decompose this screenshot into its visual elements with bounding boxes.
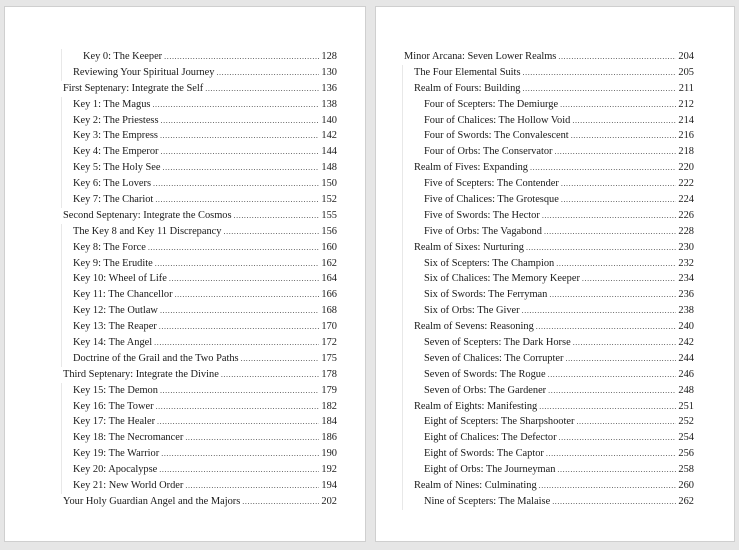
toc-page-number: 211 xyxy=(678,82,694,94)
toc-entry-title: Realm of Sixes: Nurturing xyxy=(414,241,524,253)
toc-page-number: 205 xyxy=(678,66,694,78)
document-page-left xyxy=(4,6,366,542)
toc-dot-leader xyxy=(544,224,676,240)
toc-entry[interactable] xyxy=(402,97,694,113)
toc-page-number: 182 xyxy=(321,400,337,412)
toc-dot-leader xyxy=(148,240,319,256)
toc-entry[interactable] xyxy=(61,399,337,415)
toc-page-number: 168 xyxy=(321,305,337,317)
table-of-contents xyxy=(402,49,694,510)
toc-page-number: 252 xyxy=(678,416,694,428)
toc-entry[interactable] xyxy=(61,49,337,65)
toc-entry-title: Key 9: The Erudite xyxy=(73,257,153,269)
toc-page-number: 142 xyxy=(321,130,337,142)
toc-entry-title: Realm of Fives: Expanding xyxy=(414,162,528,174)
toc-entry-title: Seven of Swords: The Rogue xyxy=(424,368,546,380)
toc-page-number: 162 xyxy=(321,257,337,269)
toc-dot-leader xyxy=(526,240,676,256)
toc-dot-leader xyxy=(573,335,676,351)
toc-entry-title: Key 1: The Magus xyxy=(73,98,151,110)
toc-entry-title: Key 21: New World Order xyxy=(73,480,184,492)
toc-entry-title: Nine of Scepters: The Malaise xyxy=(424,495,551,507)
toc-page-number: 256 xyxy=(678,448,694,460)
toc-page-number: 172 xyxy=(321,337,337,349)
toc-entry-title: Six of Chalices: The Memory Keeper xyxy=(424,273,580,285)
toc-page-number: 148 xyxy=(321,162,337,174)
toc-entry-title: Eight of Orbs: The Journeyman xyxy=(424,464,556,476)
toc-dot-leader xyxy=(560,97,676,113)
toc-entry[interactable] xyxy=(402,113,694,129)
toc-entry-title: Second Septenary: Integrate the Cosmos xyxy=(63,209,232,221)
toc-entry-title: Key 17: The Healer xyxy=(73,416,156,428)
toc-entry-title: Key 0: The Keeper xyxy=(83,51,163,62)
toc-entry[interactable] xyxy=(402,144,694,160)
toc-entry-title: Key 3: The Empress xyxy=(73,130,158,142)
toc-page-number: 238 xyxy=(678,305,694,317)
toc-dot-leader xyxy=(157,414,319,430)
toc-page-number: 248 xyxy=(678,384,694,396)
toc-entry[interactable] xyxy=(61,383,337,399)
toc-entry[interactable] xyxy=(402,240,694,256)
toc-entry[interactable] xyxy=(402,446,694,462)
toc-page-number: 144 xyxy=(321,146,337,158)
toc-entry[interactable] xyxy=(61,335,337,351)
toc-entry[interactable] xyxy=(61,430,337,446)
toc-entry[interactable] xyxy=(61,319,337,335)
toc-page-number: 258 xyxy=(678,464,694,476)
toc-entry[interactable] xyxy=(402,383,694,399)
toc-entry-title: The Key 8 and Key 11 Discrepancy xyxy=(73,225,222,237)
toc-page-number: 156 xyxy=(321,225,337,237)
toc-dot-leader xyxy=(539,478,676,494)
toc-entry[interactable] xyxy=(61,240,337,256)
toc-entry-title: Seven of Chalices: The Corrupter xyxy=(424,352,564,364)
toc-entry[interactable] xyxy=(61,351,337,367)
toc-page-number: 216 xyxy=(678,130,694,142)
toc-dot-leader xyxy=(161,113,319,129)
toc-dot-leader xyxy=(548,383,676,399)
toc-entry-title: Seven of Orbs: The Gardener xyxy=(424,384,547,396)
toc-page-number: 242 xyxy=(678,337,694,349)
toc-entry[interactable] xyxy=(402,494,694,510)
toc-entry[interactable] xyxy=(61,113,337,129)
toc-entry[interactable] xyxy=(402,319,694,335)
toc-entry[interactable] xyxy=(402,462,694,478)
toc-entry[interactable] xyxy=(61,462,337,478)
toc-dot-leader xyxy=(155,192,319,208)
toc-entry-title: Four of Swords: The Convalescent xyxy=(424,130,569,142)
toc-dot-leader xyxy=(241,351,319,367)
toc-entry-title: Key 20: Apocalypse xyxy=(73,464,158,476)
toc-entry-title: Key 15: The Demon xyxy=(73,384,158,396)
toc-dot-leader xyxy=(164,49,319,65)
toc-dot-leader xyxy=(536,319,676,335)
toc-dot-leader xyxy=(523,81,676,97)
toc-entry[interactable] xyxy=(402,176,694,192)
toc-entry[interactable] xyxy=(402,49,694,65)
toc-entry[interactable] xyxy=(61,192,337,208)
toc-page-number: 224 xyxy=(678,194,694,206)
toc-entry[interactable] xyxy=(61,446,337,462)
toc-entry[interactable] xyxy=(402,430,694,446)
toc-page-number: 222 xyxy=(678,178,694,190)
toc-entry-title: Four of Chalices: The Hollow Void xyxy=(424,114,571,126)
toc-entry-title: Six of Scepters: The Champion xyxy=(424,257,555,269)
toc-dot-leader xyxy=(548,367,676,383)
toc-dot-leader xyxy=(555,144,676,160)
toc-entry-title: Five of Swords: The Hector xyxy=(424,209,540,221)
toc-dot-leader xyxy=(163,160,319,176)
toc-page-number: 218 xyxy=(678,146,694,158)
toc-dot-leader xyxy=(530,160,676,176)
toc-page-number: 228 xyxy=(678,225,694,237)
toc-entry[interactable] xyxy=(402,160,694,176)
toc-entry-title: Key 19: The Warrior xyxy=(73,448,160,460)
toc-entry[interactable] xyxy=(61,97,337,113)
toc-entry[interactable] xyxy=(61,208,337,224)
toc-page-number: 230 xyxy=(678,241,694,253)
toc-entry[interactable] xyxy=(402,287,694,303)
toc-dot-leader xyxy=(539,399,676,415)
toc-entry[interactable] xyxy=(61,144,337,160)
toc-entry-title: Realm of Sevens: Reasoning xyxy=(414,321,534,333)
toc-entry[interactable] xyxy=(402,414,694,430)
toc-entry-title: Reviewing Your Spiritual Journey xyxy=(73,66,215,78)
toc-entry[interactable] xyxy=(402,351,694,367)
toc-entry[interactable] xyxy=(61,367,337,383)
toc-entry[interactable] xyxy=(402,208,694,224)
toc-dot-leader xyxy=(161,446,319,462)
toc-dot-leader xyxy=(216,65,319,81)
toc-entry-title: Key 8: The Force xyxy=(73,241,146,253)
toc-page-number: 212 xyxy=(678,98,694,110)
toc-dot-leader xyxy=(205,81,319,97)
toc-dot-leader xyxy=(160,383,319,399)
toc-dot-leader xyxy=(224,224,320,240)
toc-dot-leader xyxy=(154,335,319,351)
toc-entry-title: Key 10: Wheel of Life xyxy=(73,273,167,285)
toc-dot-leader xyxy=(552,494,676,510)
toc-page-number: 140 xyxy=(321,114,337,126)
toc-entry-title: Six of Swords: The Ferryman xyxy=(424,289,548,301)
toc-entry-title: Four of Orbs: The Conservator xyxy=(424,146,553,158)
toc-entry[interactable] xyxy=(61,414,337,430)
toc-entry[interactable] xyxy=(402,192,694,208)
toc-entry-title: Key 7: The Chariot xyxy=(73,194,154,206)
toc-page-number: 150 xyxy=(321,178,337,190)
toc-page-number: 166 xyxy=(321,289,337,301)
toc-dot-leader xyxy=(155,256,319,272)
toc-entry[interactable] xyxy=(402,271,694,287)
toc-dot-leader xyxy=(185,430,319,446)
toc-dot-leader xyxy=(549,287,676,303)
toc-page-number: 246 xyxy=(678,368,694,380)
toc-entry[interactable] xyxy=(402,128,694,144)
toc-dot-leader xyxy=(185,478,319,494)
toc-entry[interactable] xyxy=(61,176,337,192)
toc-page-number: 152 xyxy=(321,194,337,206)
toc-entry[interactable] xyxy=(61,65,337,81)
toc-entry[interactable] xyxy=(61,128,337,144)
toc-page-number: 194 xyxy=(321,480,337,492)
toc-entry-title: Key 18: The Necromancer xyxy=(73,432,184,444)
toc-entry[interactable] xyxy=(402,224,694,240)
toc-dot-leader xyxy=(559,430,676,446)
toc-dot-leader xyxy=(153,176,319,192)
toc-page-number: 138 xyxy=(321,98,337,110)
toc-entry-title: Key 16: The Tower xyxy=(73,400,154,412)
toc-entry[interactable] xyxy=(402,256,694,272)
toc-entry-title: Eight of Scepters: The Sharpshooter xyxy=(424,416,575,428)
toc-dot-leader xyxy=(576,414,676,430)
toc-page-number: 130 xyxy=(321,66,337,78)
toc-entry-title: Realm of Nines: Culminating xyxy=(414,480,537,492)
toc-entry-title: First Septenary: Integrate the Self xyxy=(63,82,204,94)
toc-page-number: 254 xyxy=(678,432,694,444)
toc-dot-leader xyxy=(561,176,676,192)
toc-entry-title: Minor Arcana: Seven Lower Realms xyxy=(404,51,557,62)
toc-dot-leader xyxy=(161,144,319,160)
toc-dot-leader xyxy=(242,494,319,510)
toc-dot-leader xyxy=(565,351,676,367)
table-of-contents xyxy=(61,49,337,510)
toc-entry[interactable] xyxy=(61,160,337,176)
toc-dot-leader xyxy=(156,399,319,415)
toc-dot-leader xyxy=(159,319,319,335)
toc-entry[interactable] xyxy=(402,65,694,81)
toc-entry[interactable] xyxy=(61,256,337,272)
toc-page-number: 170 xyxy=(321,321,337,333)
toc-page-number: 190 xyxy=(321,448,337,460)
toc-entry-title: Your Holy Guardian Angel and the Majors xyxy=(63,495,241,507)
toc-dot-leader xyxy=(169,271,319,287)
toc-dot-leader xyxy=(561,192,676,208)
toc-entry[interactable] xyxy=(402,367,694,383)
toc-entry-title: Realm of Fours: Building xyxy=(414,82,521,94)
toc-dot-leader xyxy=(542,208,676,224)
toc-dot-leader xyxy=(571,128,676,144)
toc-dot-leader xyxy=(160,303,319,319)
toc-page-number: 186 xyxy=(321,432,337,444)
toc-entry-title: Realm of Eights: Manifesting xyxy=(414,400,538,412)
toc-dot-leader xyxy=(522,303,676,319)
toc-entry-title: Key 4: The Emperor xyxy=(73,146,159,158)
toc-entry-title: Five of Chalices: The Grotesque xyxy=(424,194,559,206)
toc-page-number: 178 xyxy=(321,368,337,380)
toc-page-number: 175 xyxy=(321,352,337,364)
toc-page-number: 260 xyxy=(678,480,694,492)
toc-entry-title: Doctrine of the Grail and the Two Paths xyxy=(73,352,239,364)
toc-page-number: 232 xyxy=(678,257,694,269)
toc-page-number: 192 xyxy=(321,464,337,476)
toc-entry-title: Key 13: The Reaper xyxy=(73,321,157,333)
toc-page-number: 160 xyxy=(321,241,337,253)
toc-entry[interactable] xyxy=(402,399,694,415)
toc-entry[interactable] xyxy=(61,81,337,97)
toc-dot-leader xyxy=(558,49,676,65)
toc-entry-title: Six of Orbs: The Giver xyxy=(424,305,520,317)
toc-entry-title: Key 6: The Lovers xyxy=(73,178,152,190)
toc-entry[interactable] xyxy=(61,224,337,240)
toc-dot-leader xyxy=(159,462,319,478)
toc-dot-leader xyxy=(175,287,319,303)
toc-page-number: 244 xyxy=(678,352,694,364)
toc-dot-leader xyxy=(152,97,319,113)
toc-entry[interactable] xyxy=(402,478,694,494)
toc-page-number: 204 xyxy=(678,51,694,62)
toc-page-number: 214 xyxy=(678,114,694,126)
toc-page-number: 155 xyxy=(321,209,337,221)
toc-entry-title: Five of Orbs: The Vagabond xyxy=(424,225,542,237)
toc-dot-leader xyxy=(557,462,676,478)
toc-dot-leader xyxy=(221,367,319,383)
toc-dot-leader xyxy=(546,446,676,462)
toc-dot-leader xyxy=(582,271,676,287)
toc-dot-leader xyxy=(234,208,319,224)
toc-entry-title: Five of Scepters: The Contender xyxy=(424,178,559,190)
toc-page-number: 179 xyxy=(321,384,337,396)
toc-entry[interactable] xyxy=(402,303,694,319)
toc-entry[interactable] xyxy=(61,494,337,510)
toc-page-number: 220 xyxy=(678,162,694,174)
toc-entry[interactable] xyxy=(61,287,337,303)
document-page-right xyxy=(375,6,735,542)
toc-page-number: 184 xyxy=(321,416,337,428)
toc-entry[interactable] xyxy=(402,81,694,97)
toc-page-number: 234 xyxy=(678,273,694,285)
toc-entry[interactable] xyxy=(402,335,694,351)
toc-dot-leader xyxy=(572,113,676,129)
toc-dot-leader xyxy=(523,65,677,81)
toc-page-number: 226 xyxy=(678,209,694,221)
toc-entry-title: Key 11: The Chancellor xyxy=(73,289,173,301)
toc-page-number: 240 xyxy=(678,321,694,333)
toc-page-number: 251 xyxy=(678,400,694,412)
toc-entry-title: Key 2: The Priestess xyxy=(73,114,159,126)
toc-page-number: 136 xyxy=(321,82,337,94)
toc-entry[interactable] xyxy=(61,271,337,287)
toc-entry[interactable] xyxy=(61,303,337,319)
toc-dot-leader xyxy=(556,256,676,272)
toc-dot-leader xyxy=(160,128,319,144)
toc-page-number: 128 xyxy=(321,51,337,62)
toc-entry-title: Key 14: The Angel xyxy=(73,337,153,349)
toc-entry-title: Third Septenary: Integrate the Divine xyxy=(63,368,219,380)
toc-entry-title: The Four Elemental Suits xyxy=(414,66,521,78)
toc-entry-title: Seven of Scepters: The Dark Horse xyxy=(424,337,571,349)
toc-page-number: 262 xyxy=(678,495,694,507)
toc-page-number: 164 xyxy=(321,273,337,285)
toc-entry-title: Key 5: The Holy See xyxy=(73,162,161,174)
toc-entry-title: Key 12: The Outlaw xyxy=(73,305,158,317)
toc-entry-title: Eight of Chalices: The Defector xyxy=(424,432,557,444)
toc-entry-title: Eight of Swords: The Captor xyxy=(424,448,544,460)
toc-page-number: 236 xyxy=(678,289,694,301)
toc-entry-title: Four of Scepters: The Demiurge xyxy=(424,98,559,110)
toc-entry[interactable] xyxy=(61,478,337,494)
toc-page-number: 202 xyxy=(321,495,337,507)
